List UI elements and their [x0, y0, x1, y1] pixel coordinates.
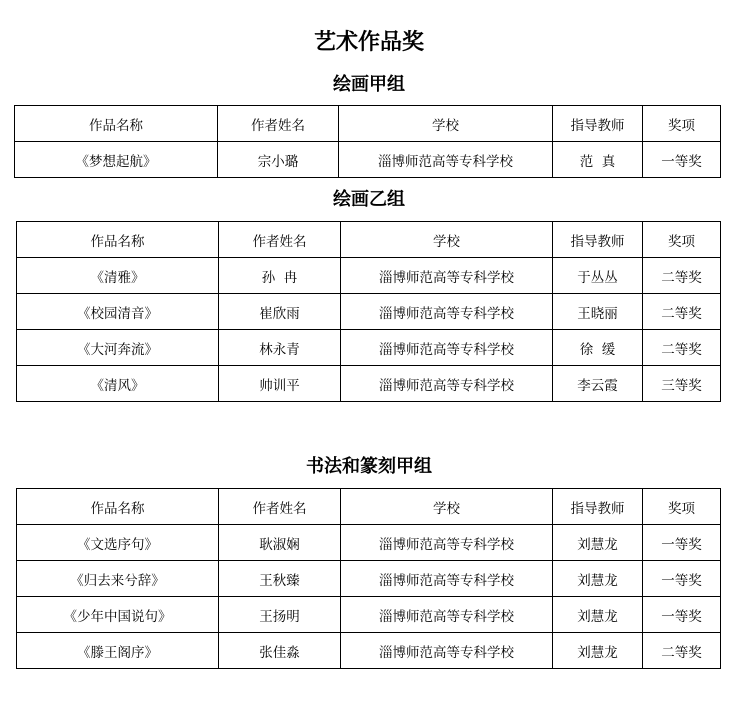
cell-title: 《清雅》 [17, 258, 219, 294]
cell-title: 《大河奔流》 [17, 330, 219, 366]
table-header-row [17, 222, 721, 258]
table-row [17, 525, 721, 561]
column-header-teacher: 指导教师 [553, 106, 643, 142]
cell-school: 淄博师范高等专科学校 [341, 366, 553, 402]
table-header-row [17, 489, 721, 525]
table-painting-a [14, 105, 721, 178]
table-row [17, 561, 721, 597]
cell-award: 二等奖 [643, 258, 721, 294]
cell-teacher: 刘慧龙 [553, 525, 643, 561]
table-header-row [15, 106, 721, 142]
cell-author: 孙 冉 [219, 258, 341, 294]
cell-school: 淄博师范高等专科学校 [339, 142, 553, 178]
column-header-author: 作者姓名 [219, 222, 341, 258]
section-title-painting-a: 绘画甲组 [333, 74, 405, 95]
column-header-author: 作者姓名 [218, 106, 339, 142]
table-calligraphy-a [16, 488, 721, 669]
column-header-award: 奖项 [643, 106, 721, 142]
cell-teacher: 刘慧龙 [553, 633, 643, 669]
table-painting-b [16, 221, 721, 402]
cell-author: 帅训平 [219, 366, 341, 402]
cell-title: 《梦想起航》 [15, 142, 218, 178]
cell-award: 二等奖 [643, 294, 721, 330]
table-row [17, 366, 721, 402]
cell-teacher: 刘慧龙 [553, 597, 643, 633]
cell-award: 三等奖 [643, 366, 721, 402]
cell-teacher: 范 真 [553, 142, 643, 178]
cell-author: 崔欣雨 [219, 294, 341, 330]
cell-teacher: 于丛丛 [553, 258, 643, 294]
cell-award: 一等奖 [643, 142, 721, 178]
table-row [17, 597, 721, 633]
section-title-calligraphy-a: 书法和篆刻甲组 [306, 456, 432, 477]
cell-school: 淄博师范高等专科学校 [341, 597, 553, 633]
cell-title: 《滕王阁序》 [17, 633, 219, 669]
column-header-school: 学校 [341, 222, 553, 258]
cell-school: 淄博师范高等专科学校 [341, 258, 553, 294]
cell-author: 张佳淼 [219, 633, 341, 669]
cell-school: 淄博师范高等专科学校 [341, 525, 553, 561]
column-header-title: 作品名称 [17, 489, 219, 525]
cell-author: 耿淑娴 [219, 525, 341, 561]
column-header-title: 作品名称 [17, 222, 219, 258]
cell-award: 一等奖 [643, 525, 721, 561]
cell-award: 二等奖 [643, 633, 721, 669]
cell-award: 二等奖 [643, 330, 721, 366]
cell-author: 宗小璐 [218, 142, 339, 178]
column-header-award: 奖项 [643, 222, 721, 258]
cell-school: 淄博师范高等专科学校 [341, 561, 553, 597]
cell-school: 淄博师范高等专科学校 [341, 633, 553, 669]
table-row [17, 294, 721, 330]
cell-title: 《清风》 [17, 366, 219, 402]
cell-school: 淄博师范高等专科学校 [341, 330, 553, 366]
table-row [17, 258, 721, 294]
cell-title: 《归去来兮辞》 [17, 561, 219, 597]
column-header-teacher: 指导教师 [553, 222, 643, 258]
cell-teacher: 刘慧龙 [553, 561, 643, 597]
cell-author: 王秋臻 [219, 561, 341, 597]
column-header-title: 作品名称 [15, 106, 218, 142]
column-header-school: 学校 [341, 489, 553, 525]
table-row [17, 330, 721, 366]
cell-author: 林永青 [219, 330, 341, 366]
cell-title: 《少年中国说句》 [17, 597, 219, 633]
column-header-school: 学校 [339, 106, 553, 142]
cell-teacher: 李云霞 [553, 366, 643, 402]
cell-author: 王扬明 [219, 597, 341, 633]
cell-teacher: 徐 缓 [553, 330, 643, 366]
cell-school: 淄博师范高等专科学校 [341, 294, 553, 330]
cell-award: 一等奖 [643, 561, 721, 597]
cell-title: 《校园清音》 [17, 294, 219, 330]
table-row [15, 142, 721, 178]
table-row [17, 633, 721, 669]
cell-award: 一等奖 [643, 597, 721, 633]
column-header-author: 作者姓名 [219, 489, 341, 525]
column-header-teacher: 指导教师 [553, 489, 643, 525]
column-header-award: 奖项 [643, 489, 721, 525]
section-title-painting-b: 绘画乙组 [333, 189, 405, 210]
cell-title: 《文选序句》 [17, 525, 219, 561]
cell-teacher: 王晓丽 [553, 294, 643, 330]
page-title: 艺术作品奖 [313, 30, 424, 55]
